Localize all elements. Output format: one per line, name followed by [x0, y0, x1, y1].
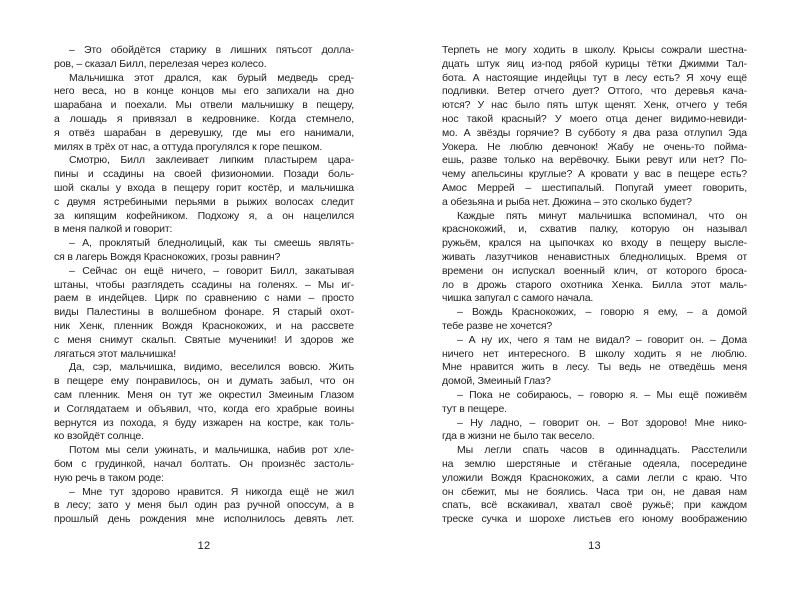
- text-line: ются? У нас было пять штук щенят. Хенк, отчего у тебя: [442, 99, 747, 112]
- text-line: с двумя ястребиными перьями в рыжих волосах следит: [54, 195, 354, 208]
- text-line: тут в пещере.: [442, 402, 507, 415]
- text-line: – Сейчас он ещё ничего, – говорит Билл, закатывая: [69, 264, 354, 277]
- text-line: а лошадь я привязал в кедровнике. Когда стемнело,: [54, 112, 354, 125]
- text-line: краснокожий, и, схватив палку, которую он называл: [442, 223, 747, 236]
- text-line: Терпеть не могу ходить в школу. Крысы сожрали шестна-: [442, 44, 747, 56]
- text-line: времени он испускал военный клич, от которого броса-: [442, 264, 747, 277]
- paragraph: [54, 154, 354, 237]
- text-line: – А ну их, чего я там не видал? – говорит он. – Дома: [457, 333, 747, 346]
- paragraph: [54, 444, 354, 485]
- text-line: ко взойдёт солнце.: [54, 430, 144, 443]
- text-line: раем в индейцев. Цирк по сравнению с нами – просто: [54, 292, 354, 305]
- text-line: в пещере ему понравилось, он и думать забыл, что он: [54, 375, 354, 388]
- text-line: – Ну ладно, – говорит он. – Вот здорово! Мне нико-: [457, 416, 747, 429]
- text-line: сам пленник. Меня он тут же окрестил Змеиным Глазом: [54, 388, 354, 401]
- text-line: Мне нравится жить в лесу. Ты ведь не отведёшь меня: [442, 361, 747, 374]
- text-line: штаны, чтобы разглядеть ссадины на голенях. – Мы иг-: [54, 278, 354, 291]
- text-line: он сбежит, мы не боялись. Часа три он, не давая нам: [442, 485, 747, 498]
- paragraph: [54, 486, 354, 527]
- text-line: уложили Вождя Краснокожих, а сами легли с краю. Что: [442, 471, 747, 484]
- text-line: на землю шерстяные и стёганые одеяла, посередине: [442, 457, 747, 470]
- text-line: ружьём, крался на цыпочках ко входу в пещеру высле-: [442, 237, 747, 250]
- text-line: ник Хенк, пленник Вождя Краснокожих, и на рассвете: [54, 319, 354, 332]
- text-line: вернутся из похода, я буду изжарен на костре, как толь-: [54, 416, 354, 429]
- text-line: ничего нет интересного. В школу ходить я не люблю.: [442, 347, 747, 360]
- text-line: ся в лагерь Вождя Краснокожих, грозы равнин?: [54, 250, 281, 263]
- text-line: подливки. Ветер отчего дует? Оттого, что деревья кача-: [442, 85, 747, 98]
- text-line: ло в дрожь старого охотника Хенка. Билла этот маль-: [442, 278, 747, 291]
- text-line: нос такой красный? У моего отца денег видимо-невиди-: [442, 112, 747, 125]
- text-line: мо. А звёзды горячие? В субботу я два раза отлупил Эда: [442, 126, 747, 139]
- text-line: – А, проклятый бледнолицый, как ты смеешь являть-: [69, 237, 354, 250]
- text-line: Мы легли спать часов в одиннадцать. Расстелили: [457, 444, 747, 457]
- text-line: за кипящим кофейником. Подхожу я, а он нацелился: [54, 209, 354, 222]
- page-number-right: 13: [588, 540, 601, 552]
- text-line: Мальчишка этот дрался, как бурый медведь сред-: [69, 71, 354, 84]
- text-line: с меня снимут скальп. Святые мученики! И здоров же: [54, 333, 354, 346]
- text-line: дцать штук яиц из-под рябой курицы тётки Джимми Тал-: [442, 57, 747, 70]
- paragraph: [54, 44, 354, 72]
- text-line: виды Палестины в волшебном фонаре. Я старый охот-: [54, 306, 354, 319]
- text-line: него веса, но в конце концов мы его запихали на дно: [54, 85, 354, 98]
- text-line: милях в трёх от нас, а оттуда прогулялся к горе пешком.: [54, 140, 323, 153]
- paragraph: [54, 361, 354, 444]
- text-line: Смотрю, Билл заклеивает липким пластырем цара-: [69, 154, 354, 167]
- text-line: я отвёз шарабан в деревушку, где мы его нанимали,: [54, 126, 354, 139]
- text-line: бота. А настоящие индейцы тут в лесу есть? Я хочу ещё: [442, 71, 747, 84]
- paragraph: [442, 306, 747, 334]
- text-line: прошлый день рождения мне исполнилось девять лет.: [54, 513, 354, 526]
- text-line: лягаться этот мальчишка!: [54, 347, 177, 360]
- paragraph: [442, 417, 747, 445]
- text-line: тебе разве не хочется?: [442, 319, 553, 332]
- book-page-left-text: [54, 44, 354, 527]
- text-line: спать, всё вскакивал, хватал своё ружьё; при каждом: [442, 499, 747, 512]
- text-line: пины и ссадины на своей физиономии. Позади боль-: [54, 168, 354, 181]
- text-line: – Пока не собираюсь, – говорю я. – Мы ещё поживём: [457, 388, 747, 401]
- paragraph: [54, 72, 354, 155]
- paragraph: [442, 389, 747, 417]
- text-line: ешь, разве только на верёвочку. Быки ревут или нет? По-: [442, 154, 747, 167]
- page-number-left: 12: [197, 540, 211, 552]
- paragraph: [442, 334, 747, 389]
- text-line: гда в жизни не было так весело.: [442, 430, 595, 443]
- text-line: в лесу; зато у меня был один раз ручной опоссум, а в: [54, 499, 354, 512]
- text-line: – Вождь Краснокожих, – говорю я ему, – а домой: [457, 306, 747, 319]
- text-line: Уокера. Не люблю девчонок! Жабу не очень-то пойма-: [442, 140, 747, 153]
- text-line: чему апельсины круглые? А кровати у вас в пещере есть?: [442, 168, 747, 181]
- text-line: чишка запугал с самого начала.: [442, 292, 594, 305]
- text-line: и Соглядатаем и объявил, что, когда его храбрые воины: [54, 402, 354, 415]
- text-line: живать лазутчиков ненавистных бледнолицых. Время от: [442, 250, 747, 263]
- paragraph: [442, 44, 747, 210]
- paragraph: [54, 237, 354, 265]
- paragraph: [54, 265, 354, 362]
- text-line: Потом мы сели ужинать, и мальчишка, набив рот хле-: [69, 444, 354, 457]
- text-line: Каждые пять минут мальчишка вспоминал, что он: [457, 209, 747, 222]
- text-line: а обезьяна и рыба нет. Дюжина – это сколько будет?: [442, 195, 692, 208]
- text-line: домой, Змеиный Глаз?: [442, 375, 551, 388]
- text-line: шой скалы у входа в пещеру горит костёр, и мальчишка: [54, 181, 354, 194]
- text-line: шарабана и поехали. Мы отвели мальчишку в пещеру,: [54, 99, 354, 112]
- text-line: ров, – сказал Билл, перелезая через колесо.: [54, 57, 267, 70]
- text-line: ную речь в таком роде:: [54, 471, 164, 484]
- text-line: – Это обойдётся старику в лишних пятьсот долла-: [69, 44, 354, 56]
- book-page-right-text: [442, 44, 747, 527]
- text-line: в меня палкой и говорит:: [54, 223, 173, 236]
- text-line: Амос Меррей – шестипалый. Попугай умеет говорить,: [442, 181, 747, 194]
- text-line: треске сучка и шорохе листьев его юному воображению: [442, 513, 747, 526]
- paragraph: [442, 444, 747, 527]
- text-line: Да, сэр, мальчишка, видимо, веселился вовсю. Жить: [69, 361, 354, 374]
- text-line: бом с грудинкой, начал болтать. Он произнёс застоль-: [54, 457, 354, 470]
- paragraph: [442, 210, 747, 307]
- text-line: – Мне тут здорово нравится. Я никогда ещё не жил: [69, 485, 354, 498]
